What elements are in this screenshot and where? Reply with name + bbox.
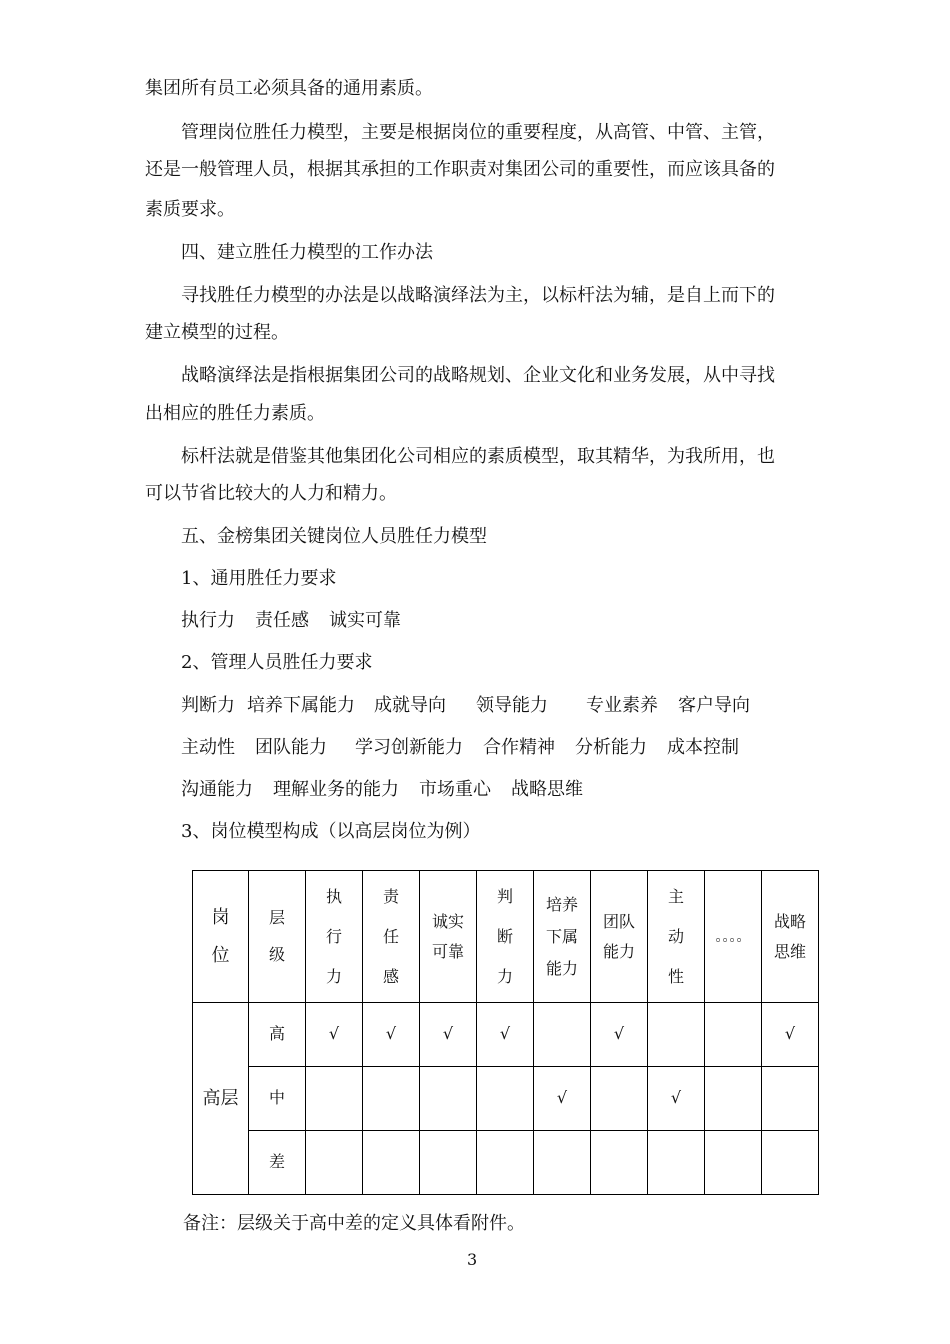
- header-cell: 。。。。: [705, 871, 762, 1003]
- table-cell: [705, 1131, 762, 1195]
- header-cell: 判断力: [477, 871, 534, 1003]
- table-note: 备注：层级关于高中差的定义具体看附件。: [183, 1213, 525, 1234]
- table-cell: [534, 1131, 591, 1195]
- competency: 成本控制: [667, 737, 739, 758]
- para-general-end: 集团所有员工必须具备的通用素质。: [145, 78, 433, 99]
- header-cell: 执行力: [306, 871, 363, 1003]
- header-cell: 责任感: [363, 871, 420, 1003]
- level-cell: 中: [249, 1067, 306, 1131]
- table-cell: [762, 1067, 819, 1131]
- table-cell: [477, 1131, 534, 1195]
- table-row: [193, 1131, 819, 1195]
- competency: 战略思维: [511, 779, 583, 800]
- page-number: 3: [467, 1250, 478, 1269]
- level-cell: 高: [249, 1003, 306, 1067]
- mgmt-competencies-row3: [181, 778, 583, 802]
- competency: 客户导向: [678, 695, 750, 716]
- para-mgmt-model-l2: 还是一般管理人员，根据其承担的工作职责对集团公司的重要性，而应该具备的: [145, 159, 775, 180]
- table-cell: [306, 1067, 363, 1131]
- competency: 执行力: [181, 610, 235, 631]
- para-strategy-l2: 出相应的胜任力素质。: [145, 403, 325, 424]
- level-cell: 差: [249, 1131, 306, 1195]
- table-cell: √: [306, 1003, 363, 1067]
- competency: 培养下属能力: [247, 695, 355, 716]
- competency: 市场重心: [419, 779, 491, 800]
- header-cell: 层级: [249, 871, 306, 1003]
- general-competencies: [181, 609, 401, 633]
- competency: 责任感: [255, 610, 309, 631]
- table-cell: [420, 1067, 477, 1131]
- table-cell: [306, 1131, 363, 1195]
- header-cell: 诚实可靠: [420, 871, 477, 1003]
- header-cell: 培养下属能力: [534, 871, 591, 1003]
- section-heading-4: 四、建立胜任力模型的工作办法: [181, 242, 433, 263]
- table-cell: √: [420, 1003, 477, 1067]
- subheading-general: 1、通用胜任力要求: [181, 568, 337, 589]
- table-cell: √: [477, 1003, 534, 1067]
- competency: 沟通能力: [181, 779, 253, 800]
- mgmt-competencies-row1: [181, 694, 750, 718]
- competency: 理解业务的能力: [273, 779, 399, 800]
- para-benchmark-l1: 标杆法就是借鉴其他集团化公司相应的素质模型，取其精华，为我所用，也: [181, 446, 775, 467]
- header-cell: 岗位: [193, 871, 249, 1003]
- para-strategy-l1: 战略演绎法是指根据集团公司的战略规划、企业文化和业务发展，从中寻找: [181, 365, 775, 386]
- para-mgmt-model-l3: 素质要求。: [145, 199, 235, 220]
- table-cell: [420, 1131, 477, 1195]
- table-cell: [762, 1131, 819, 1195]
- para-benchmark-l2: 可以节省比较大的人力和精力。: [145, 483, 397, 504]
- competency: 判断力: [181, 695, 235, 716]
- competency: 主动性: [181, 737, 235, 758]
- competency: 团队能力: [255, 737, 327, 758]
- table-row: [193, 1067, 819, 1131]
- table-cell: √: [363, 1003, 420, 1067]
- competency: 诚实可靠: [329, 610, 401, 631]
- table-cell: [648, 1003, 705, 1067]
- table-cell: [363, 1131, 420, 1195]
- table-cell: [648, 1131, 705, 1195]
- table-cell: √: [762, 1003, 819, 1067]
- competency-model-table: [192, 870, 819, 1195]
- table-cell: [705, 1003, 762, 1067]
- header-cell: 主动性: [648, 871, 705, 1003]
- table-cell: [591, 1131, 648, 1195]
- table-row: [193, 1003, 819, 1067]
- table-cell: [591, 1067, 648, 1131]
- competency: 分析能力: [575, 737, 647, 758]
- subheading-model: 3、岗位模型构成（以高层岗位为例）: [181, 821, 481, 842]
- competency: 学习创新能力: [355, 737, 463, 758]
- table-cell: [534, 1003, 591, 1067]
- competency: 领导能力: [476, 695, 548, 716]
- table-header-row: [193, 871, 819, 1003]
- table-cell: [477, 1067, 534, 1131]
- competency: 专业素养: [586, 695, 658, 716]
- competency: 成就导向: [374, 695, 446, 716]
- para-mgmt-model-l1: 管理岗位胜任力模型，主要是根据岗位的重要程度，从高管、中管、主管，: [181, 122, 775, 143]
- para-method-l1: 寻找胜任力模型的办法是以战略演绎法为主，以标杆法为辅，是自上而下的: [181, 285, 775, 306]
- table-cell: [363, 1067, 420, 1131]
- table-cell: √: [534, 1067, 591, 1131]
- subheading-mgmt: 2、管理人员胜任力要求: [181, 652, 373, 673]
- header-cell: 战略思维: [762, 871, 819, 1003]
- table-cell: √: [591, 1003, 648, 1067]
- table-cell: [705, 1067, 762, 1131]
- header-cell: 团队能力: [591, 871, 648, 1003]
- competency: 合作精神: [483, 737, 555, 758]
- section-heading-5: 五、金榜集团关键岗位人员胜任力模型: [181, 526, 487, 547]
- position-cell: 高层: [193, 1003, 249, 1195]
- table-cell: √: [648, 1067, 705, 1131]
- mgmt-competencies-row2: [181, 736, 739, 760]
- para-method-l2: 建立模型的过程。: [145, 322, 289, 343]
